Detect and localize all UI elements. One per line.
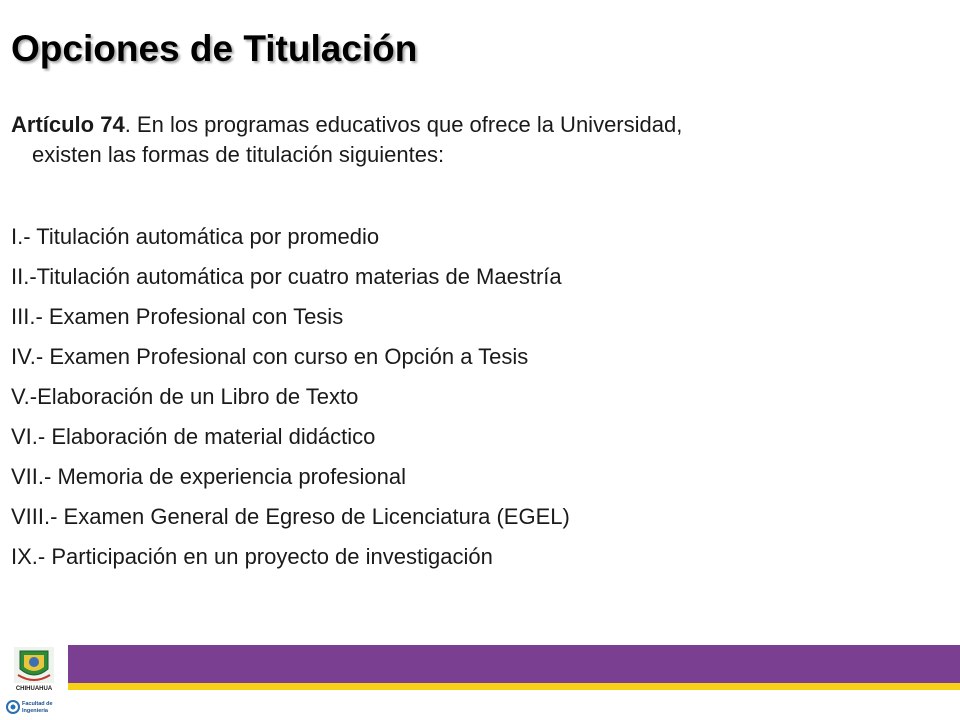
intro-paragraph [11,110,931,170]
list-item: IX.- Participación en un proyecto de investigación [11,544,493,569]
university-logo-icon [0,645,68,720]
faculty-logo-line2: Ingeniería [22,708,48,714]
list-item: III.- Examen Profesional con Tesis [11,304,344,329]
faculty-logo-line1: Facultad de [22,701,53,707]
list-item: IV.- Examen Profesional con curso en Opción a Tesis [11,344,529,369]
list-item: VI.- Elaboración de material didáctico [11,424,376,449]
intro-text-1: . En los programas educativos que ofrece la Universidad, [124,112,683,137]
university-logo-text: CHIHUAHUA [15,686,53,692]
footer-logos [0,645,68,720]
footer-purple-bar [0,645,960,683]
slide-title: Opciones de Titulación [11,28,418,69]
intro-line-2: existen las formas de titulación siguientes: [32,142,445,167]
titulation-options-list [11,218,570,578]
list-item: VII.- Memoria de experiencia profesional [11,464,406,489]
list-item: I.- Titulación automática por promedio [11,224,380,249]
list-item: II.-Titulación automática por cuatro materias de Maestría [11,264,562,289]
footer-yellow-stripe [0,683,960,690]
intro-line-1 [11,110,931,140]
list-item: VIII.- Examen General de Egreso de Licenciatura (EGEL) [11,504,570,529]
article-label: Artículo 74 [11,112,125,137]
list-item: V.-Elaboración de un Libro de Texto [11,384,359,409]
